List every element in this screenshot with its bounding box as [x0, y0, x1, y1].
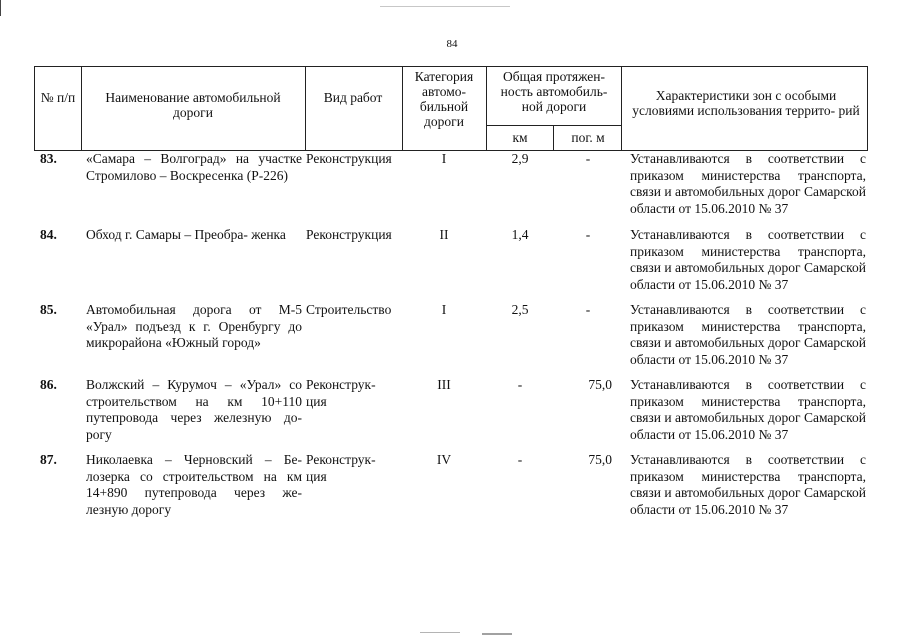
scan-artifact: [380, 6, 510, 7]
road-category: II: [439, 227, 449, 242]
header-road-name: Наименование автомобильной дороги: [105, 90, 281, 120]
road-name: Обход г. Самары – Преобра- женка: [86, 227, 286, 242]
header-num: № п/п: [40, 90, 76, 105]
row-number: 86.: [40, 377, 57, 392]
header-length-km: км: [512, 130, 528, 145]
length-m: -: [585, 302, 591, 317]
length-km: 2,9: [511, 151, 529, 166]
header-work-type: Вид работ: [323, 90, 383, 105]
zone-characteristics: Устанавливаются в соответствии с приказом министерства транспорта, связи и автомобильных дорог Самарской области от 15.06.2010 № 37: [630, 227, 866, 292]
row-number: 85.: [40, 302, 57, 317]
road-name: Автомобильная дорога от М-5 «Урал» подъезд к г. Оренбургу до микрорайона «Южный город»: [86, 302, 302, 350]
length-km: -: [517, 452, 523, 467]
column-divider: [553, 125, 554, 150]
road-category: I: [441, 151, 447, 166]
header-category: Категория автомо- бильной дороги: [414, 69, 474, 129]
row-number: 84.: [40, 227, 57, 242]
column-divider: [402, 66, 403, 150]
row-number: 87.: [40, 452, 57, 467]
length-km: 2,5: [511, 302, 529, 317]
header-top-border: [34, 66, 868, 67]
column-divider: [621, 66, 622, 150]
work-type: Реконструк- ция: [306, 452, 376, 484]
work-type: Реконструкция: [306, 227, 392, 242]
work-type: Строительство: [306, 302, 392, 317]
page-number: 84: [446, 38, 458, 50]
zone-characteristics: Устанавливаются в соответствии с приказом министерства транспорта, связи и автомобильных дорог Самарской области от 15.06.2010 № 37: [630, 302, 866, 367]
zone-characteristics: Устанавливаются в соответствии с приказом министерства транспорта, связи и автомобильных дорог Самарской области от 15.06.2010 № 37: [630, 151, 866, 216]
scan-artifact: [482, 633, 512, 635]
work-type: Реконструкция: [306, 151, 392, 166]
header-zones: Характеристики зон с особыми условиями использования террито- рий: [632, 88, 860, 118]
zone-characteristics: Устанавливаются в соответствии с приказом министерства транспорта, связи и автомобильных дорог Самарской области от 15.06.2010 № 37: [630, 377, 866, 442]
column-divider: [305, 66, 306, 150]
column-divider: [34, 66, 35, 150]
row-number: 83.: [40, 151, 57, 166]
length-km: 1,4: [511, 227, 529, 242]
road-category: III: [437, 377, 451, 392]
header-length: Общая протяжен- ность автомобиль- ной дороги: [500, 69, 608, 114]
column-divider: [81, 66, 82, 150]
road-name: Николаевка – Черновский – Бе- лозерка со строительством на км 14+890 путепровода через же- лезную дорогу: [86, 452, 302, 517]
length-m: 75,0: [588, 452, 612, 467]
scan-artifact: [420, 632, 460, 633]
length-km: -: [517, 377, 523, 392]
length-m: 75,0: [588, 377, 612, 392]
road-category: IV: [436, 452, 452, 467]
column-divider: [867, 66, 868, 150]
length-m: -: [585, 227, 591, 242]
road-name: Волжский – Курумоч – «Урал» со строительством на км 10+110 путепровода через железную до- рогу: [86, 377, 302, 442]
header-length-m: пог. м: [571, 130, 605, 145]
road-name: «Самара – Волгоград» на участке Стромилово – Воскресенка (Р-226): [86, 151, 302, 183]
zone-characteristics: Устанавливаются в соответствии с приказом министерства транспорта, связи и автомобильных дорог Самарской области от 15.06.2010 № 37: [630, 452, 866, 517]
scan-artifact: [0, 0, 1, 16]
length-m: -: [585, 151, 591, 166]
road-category: I: [441, 302, 447, 317]
work-type: Реконструк- ция: [306, 377, 376, 409]
